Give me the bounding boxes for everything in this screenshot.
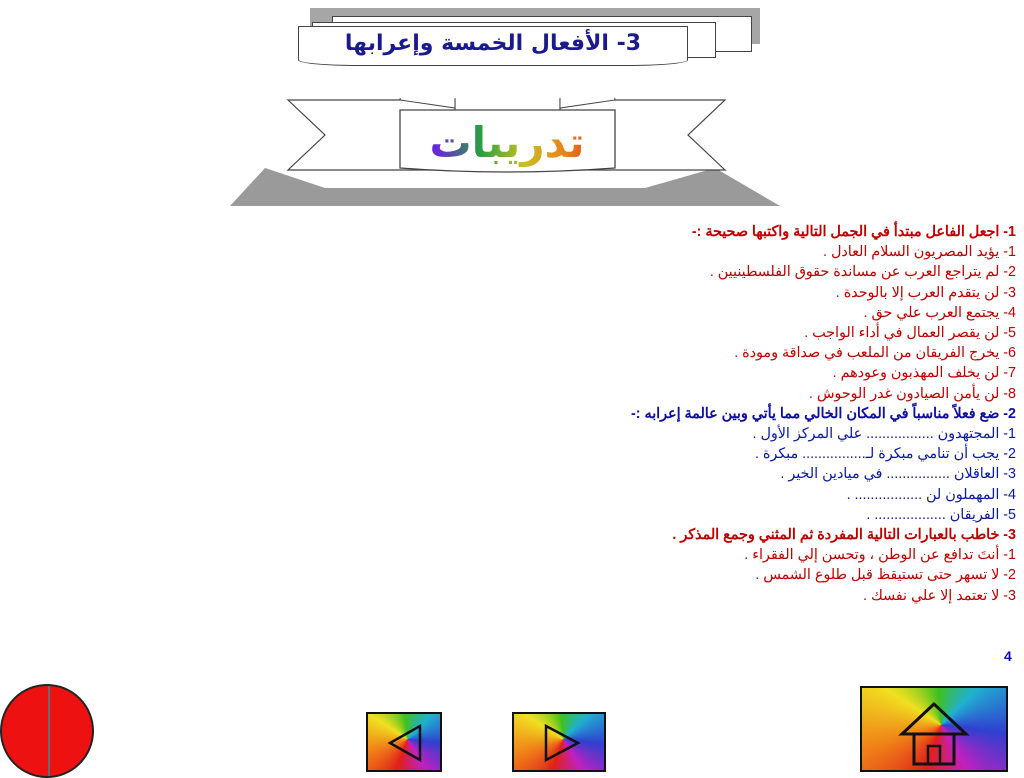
page-title: 3- الأفعال الخمسة وإعرابها	[344, 31, 642, 56]
exercise-number-cutoff: 4	[1004, 648, 1012, 664]
exercise-item: 3- لن يتقدم العرب إلا بالوحدة .	[835, 284, 1016, 301]
exercise-item: 1- المجتهدون ................. علي المركز الأول .	[752, 426, 1016, 443]
exercise-item: 2- يجب أن تنامي مبكرة لـ................ مبكرة .	[754, 446, 1016, 463]
home-icon	[862, 688, 1006, 768]
exercise-item: 8- لن يأمن الصيادون غدر الوحوش .	[808, 385, 1016, 402]
exercise-item: 5- الفريقان .................. .	[866, 506, 1016, 523]
ribbon-shadow	[230, 168, 780, 206]
home-button[interactable]	[860, 686, 1008, 772]
exercise-heading: 3- خاطب بالعبارات التالية المفردة ثم المثني وجمع المذكر .	[672, 527, 1016, 544]
exercise-item: 3- العاقلان ................ في ميادين الخير .	[780, 466, 1016, 483]
next-button[interactable]	[512, 712, 606, 772]
title-banner	[298, 26, 688, 66]
exercise-item: 5- لن يقصر العمال في أداء الواجب .	[804, 325, 1016, 342]
exercise-item: 4- يجتمع العرب علي حق .	[863, 304, 1016, 321]
exercise-item: 4- المهملون لن ................. .	[846, 486, 1016, 503]
exercise-list	[396, 222, 1016, 606]
exercise-item: 3- لا تعتمد إلا علي نفسك .	[863, 587, 1016, 604]
back-button[interactable]	[366, 712, 442, 772]
ribbon-label: تدريبات	[400, 118, 614, 167]
exercise-item: 6- يخرج الفريقان من الملعب في صداقة ومودة .	[734, 345, 1016, 362]
exercise-heading: 2- ضع فعلاً مناسباً في المكان الخالي مما يأتي وبين عالمة إعرابه :-	[631, 405, 1016, 422]
triangle-left-icon	[368, 714, 440, 772]
exercise-heading: 1- اجعل الفاعل مبتدأ في الجمل التالية واكتبها صحيحة :-	[691, 224, 1016, 240]
exercise-item: 7- لن يخلف المهذبون وعودهم .	[832, 365, 1016, 382]
red-circle-button[interactable]	[0, 684, 94, 778]
triangle-right-icon	[514, 714, 604, 772]
exercise-item: 2- لم يتراجع العرب عن مساندة حقوق الفلسطينيين .	[709, 264, 1016, 281]
exercise-item: 1- أنتَ تدافع عن الوطن ، وتحسن إلي الفقراء .	[744, 547, 1016, 564]
exercise-item: 2- لا تسهر حتى تستيقظ قبل طلوع الشمس .	[755, 567, 1016, 584]
circle-divider	[48, 686, 50, 776]
exercise-item: 1- يؤيد المصريون السلام العادل .	[823, 244, 1016, 261]
